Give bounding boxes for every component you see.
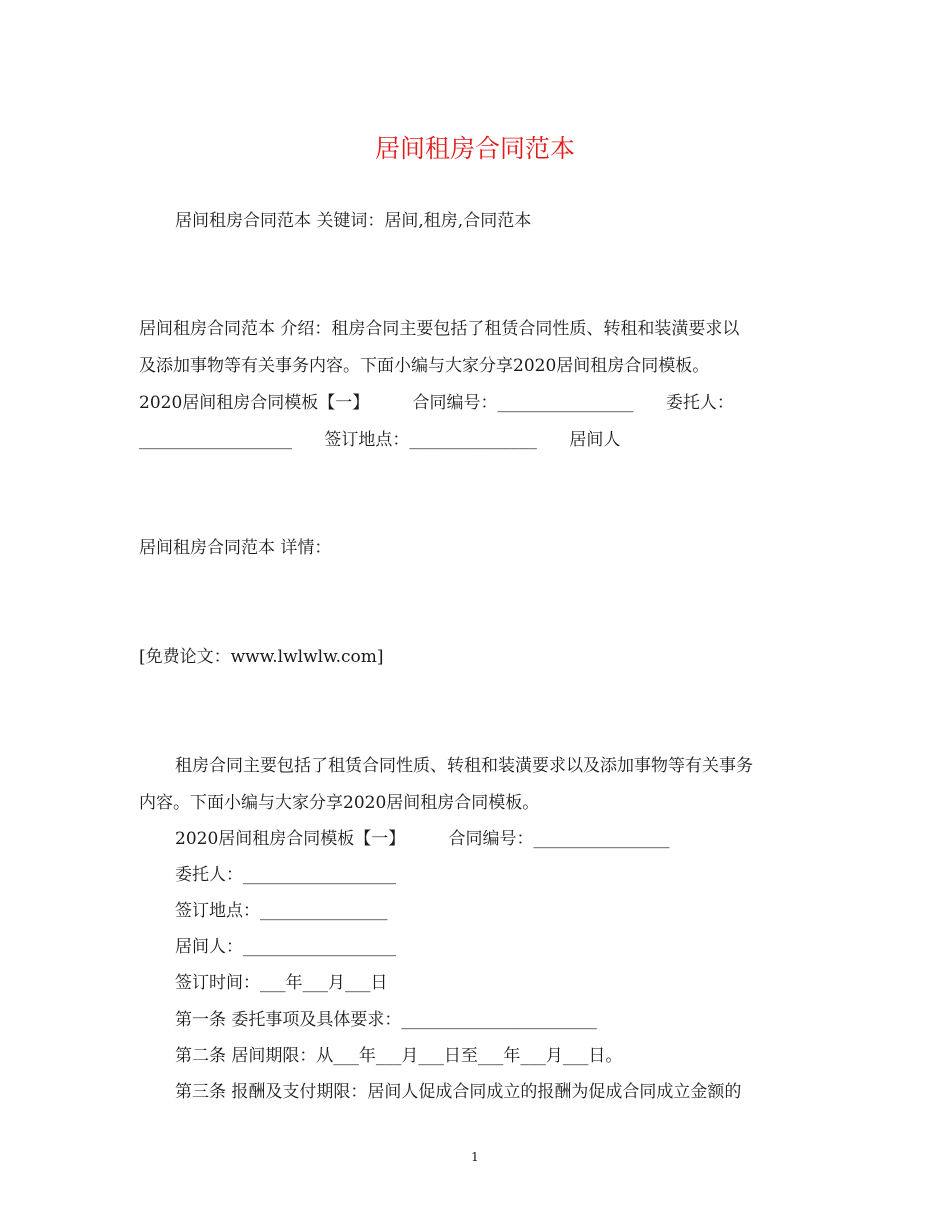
intro-line-4: __________________ 签订地点：_______________ 居间人 [139,430,621,450]
intro-line-1: 居间租房合同范本 介绍：租房合同主要包括了租赁合同性质、转租和装潢要求以 [139,319,740,339]
body-line-8: 第一条 委托事项及具体要求：_______________________ [175,1010,597,1030]
body-line-5: 签订地点：_______________ [175,901,388,921]
details-label: 居间租房合同范本 详情： [139,538,332,558]
document-title: 居间租房合同范本 [374,134,575,163]
intro-line-3: 2020居间租房合同模板【一】 合同编号：________________ 委托人： [139,393,734,413]
body-line-7: 签订时间：___年___月___日 [175,973,388,993]
source-line: [免费论文：www.lwlwlw.com] [139,647,384,667]
body-line-4: 委托人：__________________ [175,865,396,885]
body-line-10: 第三条 报酬及支付期限：居间人促成合同成立的报酬为促成合同成立金额的 [175,1082,742,1102]
body-line-3: 2020居间租房合同模板【一】 合同编号：________________ [175,829,670,849]
body-line-1: 租房合同主要包括了租赁合同性质、转租和装潢要求以及添加事物等有关事务 [175,756,753,776]
body-line-2: 内容。下面小编与大家分享2020居间租房合同模板。 [139,793,540,813]
body-line-9: 第二条 居间期限：从___年___月___日至___年___月___日。 [175,1046,623,1066]
keywords-line: 居间租房合同范本 关键词：居间,租房,合同范本 [175,211,532,231]
intro-line-2: 及添加事物等有关事务内容。下面小编与大家分享2020居间租房合同模板。 [139,356,710,376]
page-number: 1 [471,1150,479,1164]
body-line-6: 居间人：__________________ [175,937,396,957]
